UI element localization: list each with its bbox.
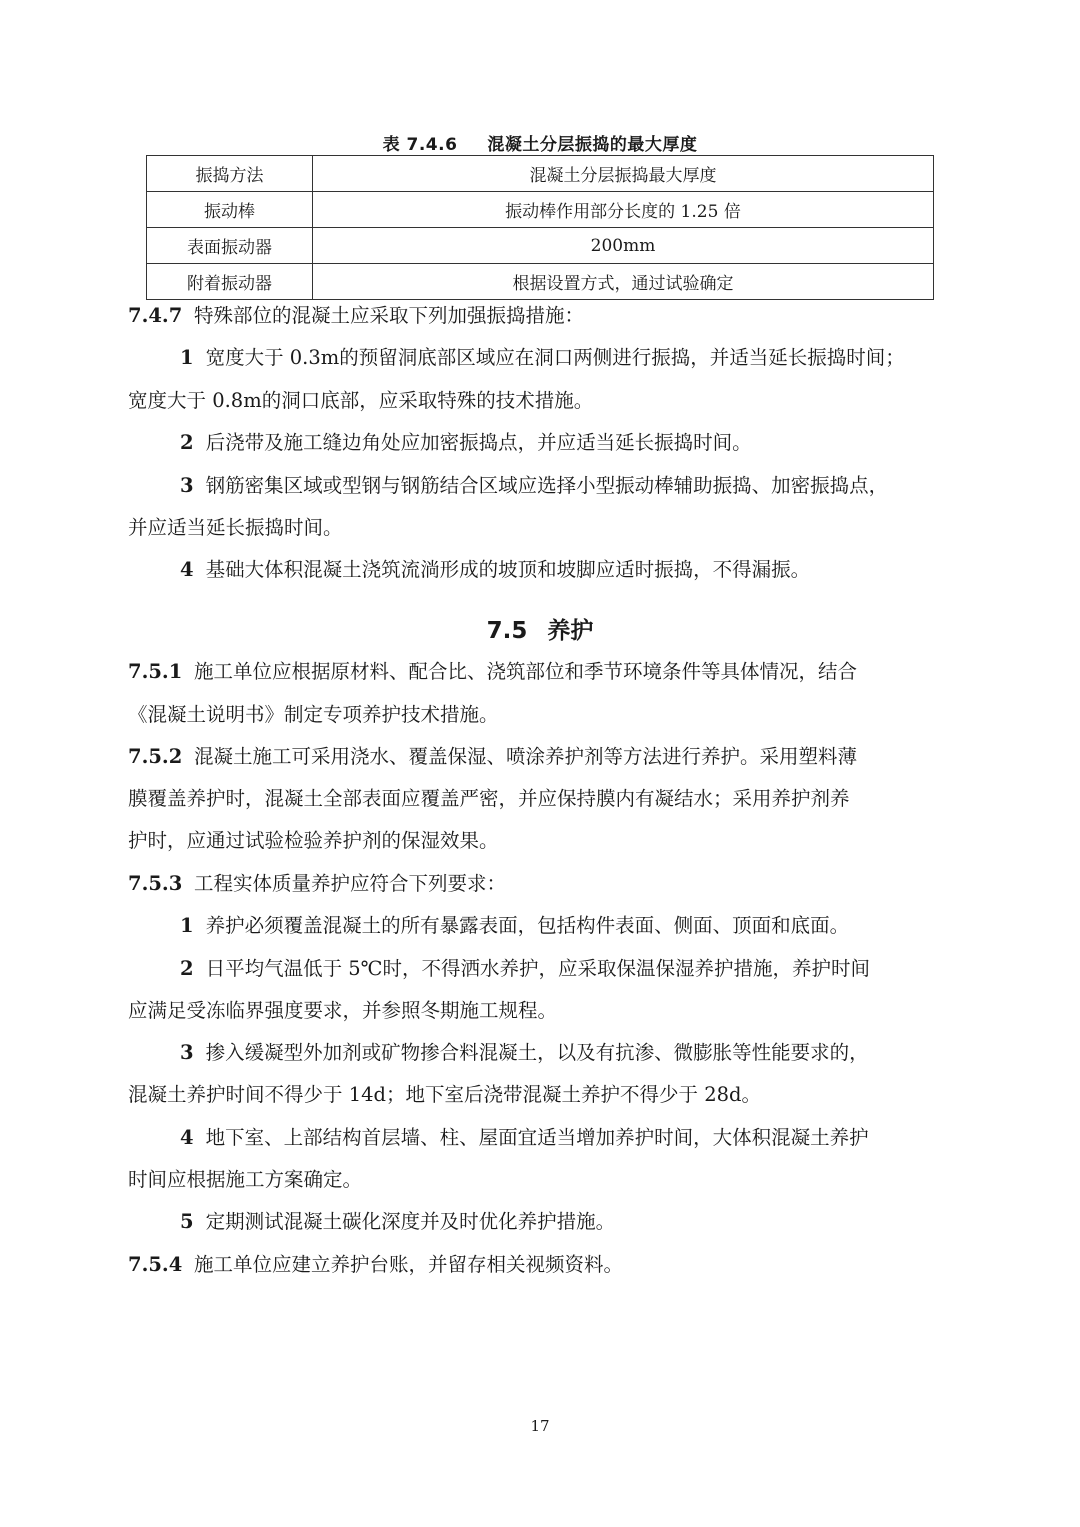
table-cell: 根据设置方式，通过试验确定 [313,264,934,300]
item-text: 地下室、上部结构首层墙、柱、屋面宜适当增加养护时间，大体积混凝土养护 [205,1126,869,1149]
item-text-continued: 混凝土养护时间不得少于 14d；地下室后浇带混凝土养护不得少于 28d。 [128,1083,761,1106]
item-number: 3 [180,474,194,497]
item-text-continued: 应满足受冻临界强度要求，并参照冬期施工规程。 [128,999,558,1022]
list-item [180,957,870,981]
clause-7-5-1 [128,660,857,684]
table-caption-title: 混凝土分层振捣的最大厚度 [487,135,698,155]
clause-text-continued: 护时，应通过试验检验养护剂的保湿效果。 [128,829,499,852]
list-item [180,558,810,582]
item-text: 宽度大于 0.3m的预留洞底部区域应在洞口两侧进行振捣，并适当延长振捣时间； [205,346,905,369]
table-row [147,264,934,300]
item-text-continued: 并应适当延长振捣时间。 [128,516,343,539]
clause-number: 7.5.1 [128,660,183,683]
item-number: 2 [180,957,194,980]
item-text-continued: 时间应根据施工方案确定。 [128,1168,363,1191]
list-item [180,346,905,370]
clause-text-continued: 《混凝土说明书》制定专项养护技术措施。 [128,703,499,726]
table-cell: 附着振动器 [147,264,313,300]
item-text: 后浇带及施工缝边角处应加密振捣点，并应适当延长振捣时间。 [205,431,752,454]
item-text: 掺入缓凝型外加剂或矿物掺合料混凝土，以及有抗渗、微膨胀等性能要求的， [205,1041,869,1064]
clause-text: 施工单位应建立养护台账，并留存相关视频资料。 [194,1253,624,1276]
list-item [180,1210,615,1234]
clause-7-5-3 [128,872,506,896]
table-row [147,156,934,192]
table-row [147,228,934,264]
table-header-cell: 振捣方法 [147,156,313,192]
item-text: 定期测试混凝土碳化深度并及时优化养护措施。 [205,1210,616,1233]
clause-number: 7.4.7 [128,304,183,327]
section-number: 7.5 [486,618,528,644]
clause-text: 施工单位应根据原材料、配合比、浇筑部位和季节环境条件等具体情况，结合 [194,660,858,683]
table-caption [146,130,934,155]
list-item [180,474,888,498]
clause-number: 7.5.2 [128,745,183,768]
list-item [180,1041,869,1065]
section-title: 养护 [547,618,594,644]
item-number: 1 [180,346,194,369]
clause-text: 混凝土施工可采用浇水、覆盖保湿、喷涂养护剂等方法进行养护。采用塑料薄 [194,745,858,768]
clause-text-continued: 膜覆盖养护时，混凝土全部表面应覆盖严密，并应保持膜内有凝结水；采用养护剂养 [128,787,850,810]
table-cell: 振动棒作用部分长度的 1.25 倍 [313,192,934,228]
item-number: 4 [180,1126,194,1149]
table-cell: 振动棒 [147,192,313,228]
clause-7-5-2 [128,745,857,769]
clause-text: 工程实体质量养护应符合下列要求： [194,872,507,895]
clause-text: 特殊部位的混凝土应采取下列加强振捣措施： [194,304,585,327]
list-item [180,431,752,455]
item-number: 3 [180,1041,194,1064]
page-number: 17 [530,1417,550,1435]
item-text: 基础大体积混凝土浇筑流淌形成的坡顶和坡脚应适时振捣，不得漏振。 [205,558,811,581]
table-header-cell: 混凝土分层振捣最大厚度 [313,156,934,192]
item-text-continued: 宽度大于 0.8m的洞口底部，应采取特殊的技术措施。 [128,389,594,412]
clause-7-4-7 [128,304,584,328]
table-cell: 200mm [313,228,934,264]
table-cell: 表面振动器 [147,228,313,264]
table-caption-number: 表 7.4.6 [382,135,458,155]
clause-7-5-4 [128,1253,623,1277]
table-row [147,192,934,228]
item-text: 日平均气温低于 5℃时，不得洒水养护，应采取保温保湿养护措施，养护时间 [205,957,870,980]
item-number: 2 [180,431,194,454]
list-item [180,914,849,938]
item-text: 养护必须覆盖混凝土的所有暴露表面，包括构件表面、侧面、顶面和底面。 [205,914,850,937]
list-item [180,1126,869,1150]
clause-number: 7.5.4 [128,1253,183,1276]
clause-number: 7.5.3 [128,872,183,895]
item-number: 1 [180,914,194,937]
section-heading [0,612,1080,645]
item-number: 5 [180,1210,194,1233]
item-number: 4 [180,558,194,581]
item-text: 钢筋密集区域或型钢与钢筋结合区域应选择小型振动棒辅助振捣、加密振捣点， [205,474,889,497]
vibration-thickness-table [146,155,934,300]
